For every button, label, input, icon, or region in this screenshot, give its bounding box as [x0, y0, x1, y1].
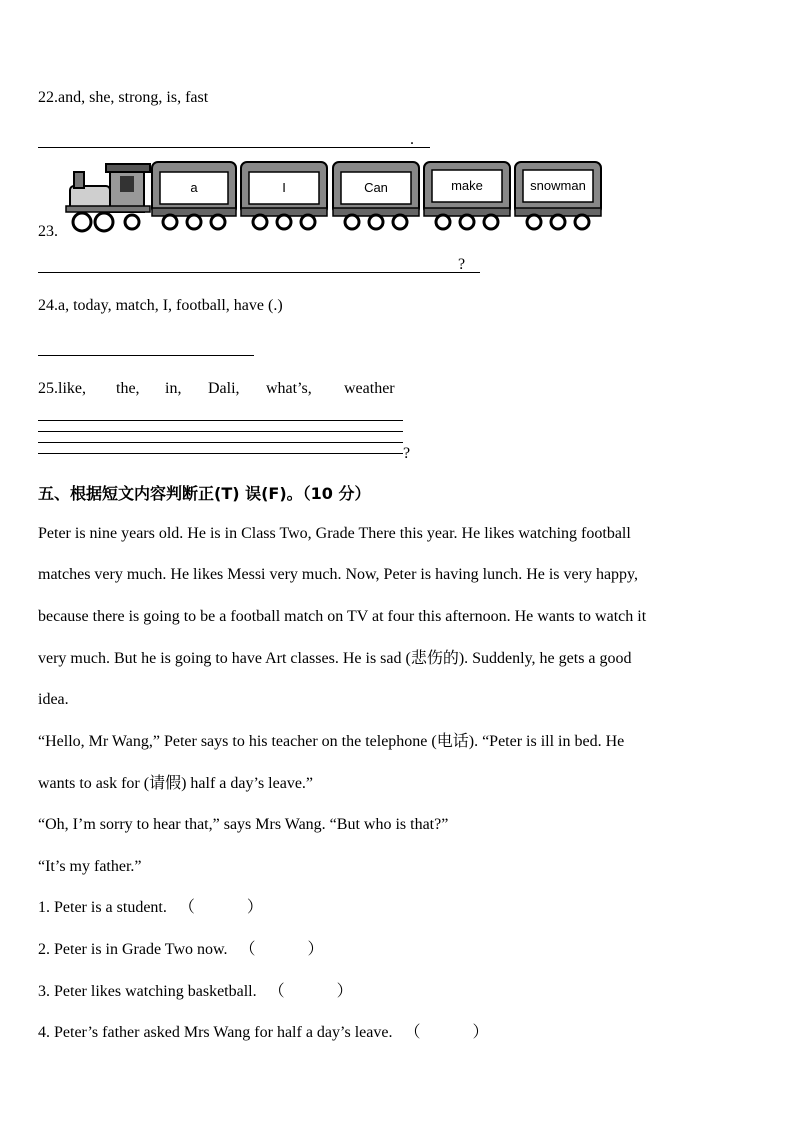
train-car-2 — [241, 162, 327, 229]
train-illustration — [60, 158, 605, 234]
q22-prompt: 22.and, she, strong, is, fast — [38, 89, 209, 106]
train-word-3: Can — [364, 180, 388, 195]
passage-line-9: “It’s my father.” — [38, 858, 142, 875]
q22-answer-line[interactable] — [38, 147, 430, 148]
q25-word-2: the, — [116, 380, 140, 397]
passage-line-7: wants to ask for (请假) half a day’s leave.” — [38, 775, 314, 792]
q25-end-mark: ? — [403, 445, 411, 462]
train-car-1 — [152, 162, 236, 229]
tf-answer-2-close: ） — [307, 941, 324, 958]
passage-line-5: idea. — [38, 691, 69, 708]
tf-answer-4-open: （ — [404, 1024, 421, 1041]
passage-line-2: matches very much. He likes Messi very much. Now, Peter is having lunch. He is very happy, — [38, 566, 639, 583]
tf-question-1-text: 1. Peter is a student. — [38, 899, 167, 916]
tf-question-2 — [38, 940, 324, 960]
q23-end-mark: ? — [458, 256, 466, 273]
tf-question-3-text: 3. Peter likes watching basketball. — [38, 983, 257, 1000]
q25-answer-line-2[interactable] — [38, 431, 403, 432]
q25-word-4: Dali, — [208, 380, 240, 397]
tf-answer-1-close: ） — [246, 899, 263, 916]
q25-prompt — [38, 379, 86, 399]
train-word-5: snowman — [530, 178, 586, 193]
q25-number: 25. — [38, 380, 58, 397]
q25-answer-line-1[interactable] — [38, 420, 403, 421]
q25-answer-line-3[interactable] — [38, 442, 403, 443]
tf-question-3 — [38, 982, 353, 1002]
q23-number: 23. — [38, 223, 58, 240]
q22-end-mark: . — [410, 131, 414, 148]
section-5-title: 五、根据短文内容判断正(T) 误(F)。（10 分） — [38, 484, 371, 503]
q23-answer-line[interactable] — [38, 272, 480, 273]
tf-answer-4-close: ） — [472, 1024, 489, 1041]
q24-answer-line[interactable] — [38, 355, 254, 356]
tf-question-1 — [38, 898, 263, 918]
passage-line-1: Peter is nine years old. He is in Class Two, Grade There this year. He likes watching football — [38, 525, 631, 542]
train-car-5 — [515, 162, 601, 229]
tf-answer-2-open: （ — [239, 941, 256, 958]
train-word-4: make — [451, 178, 483, 193]
train-car-3 — [333, 162, 419, 229]
q25-word-5: what’s, — [266, 380, 312, 397]
tf-question-2-text: 2. Peter is in Grade Two now. — [38, 941, 228, 958]
passage-line-6: “Hello, Mr Wang,” Peter says to his teacher on the telephone (电话). “Peter is ill in bed. He — [38, 733, 625, 750]
locomotive-icon — [66, 164, 150, 231]
q25-word-3: in, — [165, 380, 182, 397]
passage-line-8: “Oh, I’m sorry to hear that,” says Mrs Wang. “But who is that?” — [38, 816, 449, 833]
tf-answer-3-close: ） — [336, 983, 353, 1000]
tf-answer-1-open: （ — [178, 899, 195, 916]
q25-word-1: like, — [58, 380, 86, 397]
passage-line-3: because there is going to be a football match on TV at four this afternoon. He wants to watch it — [38, 608, 647, 625]
q25-answer-line-4[interactable] — [38, 453, 403, 454]
tf-question-4-text: 4. Peter’s father asked Mrs Wang for half a day’s leave. — [38, 1024, 393, 1041]
q24-prompt: 24.a, today, match, I, football, have (.) — [38, 297, 283, 314]
tf-answer-3-open: （ — [268, 983, 285, 1000]
tf-question-4 — [38, 1023, 488, 1043]
train-word-1: a — [190, 180, 198, 195]
train-word-2: I — [282, 180, 286, 195]
q25-word-6: weather — [344, 380, 395, 397]
train-car-4 — [424, 162, 510, 229]
passage-line-4: very much. But he is going to have Art classes. He is sad (悲伤的). Suddenly, he gets a good — [38, 650, 632, 667]
